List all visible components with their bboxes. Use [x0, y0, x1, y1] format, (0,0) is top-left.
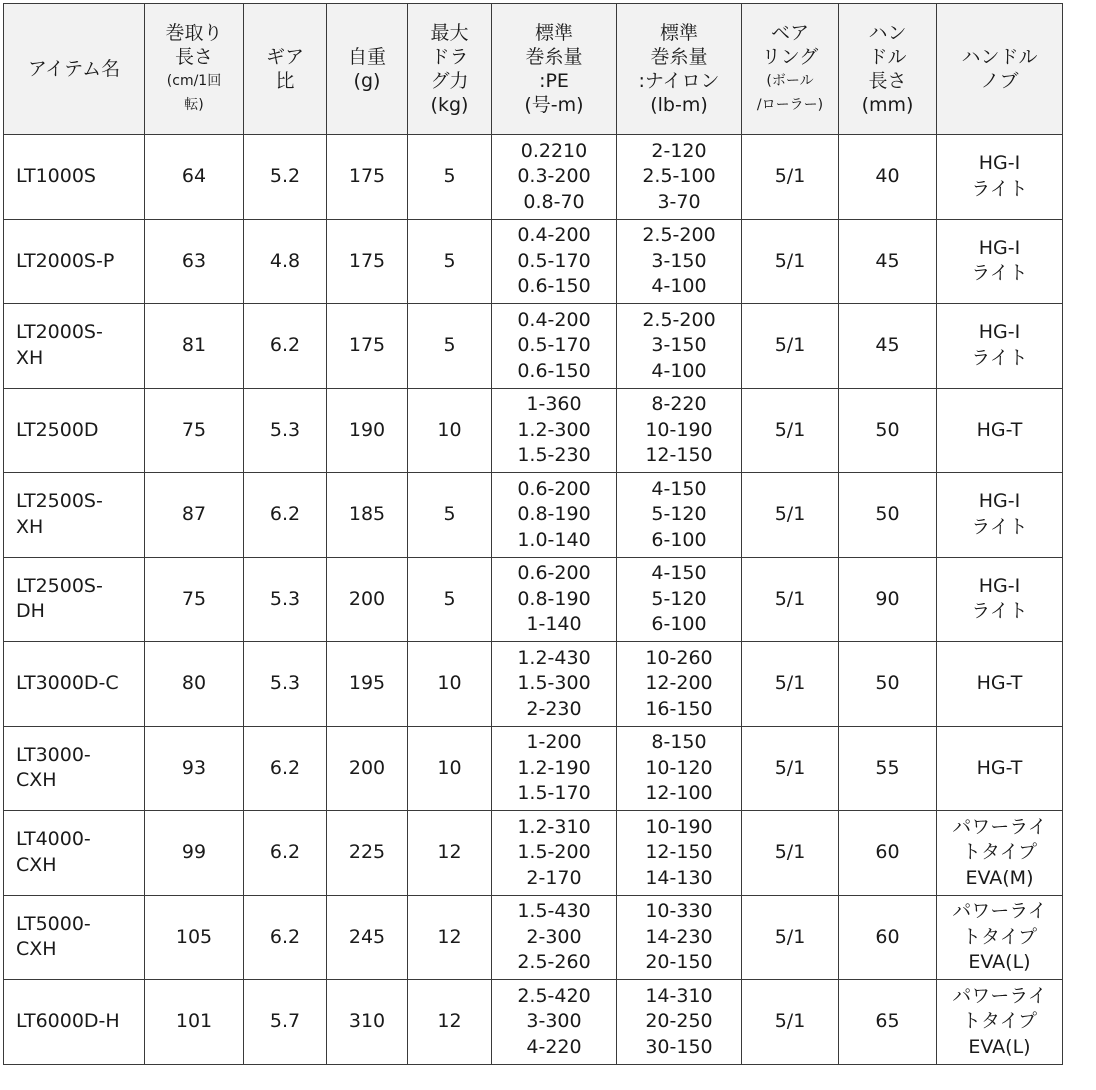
header-line-capacity-pe: 標準 巻糸量 :PE (号-m) — [492, 4, 617, 135]
cell-item-name — [4, 642, 145, 727]
cell-handle-knob — [937, 726, 1063, 811]
cell-line: 0.6-150 — [517, 275, 591, 297]
cell-line: 1.2-300 — [517, 418, 591, 441]
cell-handle-knob — [937, 388, 1063, 473]
table-row — [4, 473, 1063, 558]
cell-line: 5-120 — [651, 587, 707, 610]
cell-gear-ratio: 5.2 — [244, 135, 327, 220]
cell-line: 14-230 — [645, 925, 713, 948]
cell-weight: 175 — [327, 135, 408, 220]
cell-line: 3-300 — [526, 1010, 582, 1032]
cell-line: HG-T — [976, 756, 1023, 779]
cell-line: 0.2210 — [520, 139, 588, 162]
header-max-drag: 最大 ドラ グ力 (kg) — [408, 4, 492, 135]
cell-line: HG-I — [978, 321, 1021, 344]
header-handle-length: ハン ドル 長さ (mm) — [839, 4, 937, 135]
cell-line: 1.5-430 — [517, 900, 591, 922]
cell-max-drag: 10 — [408, 726, 492, 811]
cell-item-name — [4, 388, 145, 473]
cell-line: 3-150 — [651, 249, 707, 272]
header-item-name: アイテム名 — [4, 4, 145, 135]
cell-line: 14-130 — [645, 866, 713, 889]
cell-line: 1.2-430 — [517, 646, 591, 669]
cell-line: 2-300 — [526, 925, 582, 948]
cell-line: 2.5-260 — [517, 951, 591, 973]
cell-line: 30-150 — [645, 1035, 713, 1058]
cell-item-name — [4, 304, 145, 389]
header-bearings: ベア リング (ボール /ローラー) — [742, 4, 839, 135]
cell-line: 0.4-200 — [517, 224, 591, 246]
cell-line: 10-330 — [645, 900, 713, 922]
cell-line: 10-120 — [645, 756, 713, 779]
cell-handle-knob — [937, 811, 1063, 896]
cell-retrieve-length: 87 — [145, 473, 244, 558]
cell-line: DH — [16, 600, 45, 623]
cell-line: HG-T — [976, 672, 1023, 694]
cell-line: パワーライ — [952, 815, 1047, 838]
cell-item-name — [4, 980, 145, 1065]
cell-line: HG-I — [978, 574, 1021, 597]
cell-gear-ratio: 6.2 — [244, 811, 327, 896]
cell-line: 2-120 — [651, 139, 707, 162]
cell-line: 2.5-200 — [642, 308, 716, 331]
cell-line: 4-220 — [526, 1035, 582, 1058]
cell-bearings: 5/1 — [742, 895, 839, 980]
cell-line: 5-120 — [651, 503, 707, 525]
cell-item-name — [4, 473, 145, 558]
cell-gear-ratio: 6.2 — [244, 473, 327, 558]
cell-retrieve-length: 64 — [145, 135, 244, 220]
cell-line: 12-150 — [645, 841, 713, 863]
table-row — [4, 642, 1063, 727]
cell-line: トタイプ — [961, 925, 1038, 948]
cell-line: LT6000D-H — [16, 1010, 120, 1032]
cell-line-capacity-nylon — [617, 557, 742, 642]
cell-line: CXH — [16, 769, 57, 792]
cell-max-drag: 12 — [408, 811, 492, 896]
cell-gear-ratio: 6.2 — [244, 304, 327, 389]
cell-line: 10-190 — [645, 815, 713, 838]
cell-line: 4-100 — [651, 359, 707, 382]
cell-handle-knob — [937, 304, 1063, 389]
cell-bearings: 5/1 — [742, 388, 839, 473]
cell-line-capacity-pe — [492, 642, 617, 727]
cell-line: 1.5-230 — [517, 444, 591, 466]
cell-handle-length: 90 — [839, 557, 937, 642]
cell-max-drag: 10 — [408, 388, 492, 473]
cell-line: パワーライ — [952, 984, 1047, 1007]
cell-handle-length: 65 — [839, 980, 937, 1065]
cell-line-capacity-nylon — [617, 980, 742, 1065]
table-row — [4, 980, 1063, 1065]
cell-line: LT2500D — [16, 418, 99, 441]
cell-handle-length: 45 — [839, 219, 937, 304]
cell-line: 1-140 — [526, 613, 582, 635]
cell-line: EVA(L) — [968, 951, 1031, 973]
cell-weight: 245 — [327, 895, 408, 980]
cell-line: トタイプ — [961, 1010, 1038, 1032]
cell-line: 0.3-200 — [517, 165, 591, 187]
cell-line: 0.5-170 — [517, 334, 591, 356]
cell-weight: 225 — [327, 811, 408, 896]
cell-line: 0.8-70 — [523, 190, 585, 213]
cell-handle-knob — [937, 980, 1063, 1065]
cell-weight: 185 — [327, 473, 408, 558]
cell-line: EVA(L) — [968, 1035, 1031, 1058]
cell-line-capacity-pe — [492, 135, 617, 220]
cell-line: LT2500S- — [16, 490, 103, 513]
cell-weight: 200 — [327, 557, 408, 642]
cell-line: 12-200 — [645, 672, 713, 694]
cell-handle-length: 45 — [839, 304, 937, 389]
cell-bearings: 5/1 — [742, 557, 839, 642]
cell-bearings: 5/1 — [742, 980, 839, 1065]
cell-line: 2.5-200 — [642, 224, 716, 246]
cell-line: CXH — [16, 853, 57, 876]
cell-line: ライト — [971, 515, 1028, 538]
cell-item-name — [4, 726, 145, 811]
cell-line: 2-230 — [526, 697, 582, 720]
cell-bearings: 5/1 — [742, 811, 839, 896]
cell-line: 3-150 — [651, 334, 707, 356]
cell-line: 0.5-170 — [517, 249, 591, 272]
cell-line: LT5000- — [16, 912, 91, 935]
cell-line: 10-260 — [645, 646, 713, 669]
cell-line: HG-I — [978, 490, 1021, 513]
cell-item-name — [4, 557, 145, 642]
cell-line-capacity-nylon — [617, 219, 742, 304]
table-row — [4, 388, 1063, 473]
cell-line: LT3000- — [16, 743, 91, 766]
cell-max-drag: 5 — [408, 135, 492, 220]
cell-item-name — [4, 219, 145, 304]
cell-max-drag: 5 — [408, 219, 492, 304]
cell-line: EVA(M) — [965, 866, 1034, 889]
cell-weight: 175 — [327, 304, 408, 389]
cell-line-capacity-nylon — [617, 642, 742, 727]
cell-line: LT1000S — [16, 165, 96, 187]
cell-line-capacity-pe — [492, 473, 617, 558]
cell-item-name — [4, 811, 145, 896]
cell-line: 4-150 — [651, 562, 707, 584]
table-row — [4, 895, 1063, 980]
spec-table — [3, 3, 1063, 1065]
cell-line-capacity-nylon — [617, 304, 742, 389]
cell-line: 4-100 — [651, 275, 707, 297]
cell-bearings: 5/1 — [742, 726, 839, 811]
cell-line-capacity-pe — [492, 219, 617, 304]
cell-line: 1.2-310 — [517, 815, 591, 838]
cell-retrieve-length: 101 — [145, 980, 244, 1065]
cell-line: 1.5-200 — [517, 841, 591, 863]
cell-line: HG-I — [978, 236, 1021, 259]
cell-max-drag: 10 — [408, 642, 492, 727]
cell-line: 1-360 — [526, 393, 582, 415]
cell-line: 0.6-200 — [517, 562, 591, 584]
cell-gear-ratio: 5.7 — [244, 980, 327, 1065]
cell-line: XH — [16, 346, 44, 369]
cell-gear-ratio: 5.3 — [244, 557, 327, 642]
table-body — [4, 135, 1063, 1065]
cell-line-capacity-pe — [492, 304, 617, 389]
cell-weight: 310 — [327, 980, 408, 1065]
cell-line: パワーライ — [952, 900, 1047, 922]
cell-handle-length: 50 — [839, 642, 937, 727]
cell-weight: 175 — [327, 219, 408, 304]
cell-handle-length: 55 — [839, 726, 937, 811]
cell-bearings: 5/1 — [742, 473, 839, 558]
cell-handle-length: 60 — [839, 811, 937, 896]
table-row — [4, 557, 1063, 642]
cell-line: 2.5-100 — [642, 165, 716, 187]
cell-bearings: 5/1 — [742, 135, 839, 220]
cell-handle-knob — [937, 473, 1063, 558]
table-row — [4, 135, 1063, 220]
cell-line: 6-100 — [651, 613, 707, 635]
cell-item-name — [4, 895, 145, 980]
cell-bearings: 5/1 — [742, 304, 839, 389]
cell-line: LT4000- — [16, 828, 91, 851]
cell-handle-knob — [937, 135, 1063, 220]
cell-line: トタイプ — [961, 841, 1038, 863]
cell-line-capacity-nylon — [617, 895, 742, 980]
cell-line: 12-100 — [645, 782, 713, 804]
cell-line: XH — [16, 515, 44, 538]
table-row — [4, 304, 1063, 389]
cell-handle-knob — [937, 642, 1063, 727]
cell-max-drag: 5 — [408, 304, 492, 389]
cell-bearings: 5/1 — [742, 642, 839, 727]
header-handle-knob: ハンドル ノブ — [937, 4, 1063, 135]
cell-line: ライト — [971, 262, 1028, 285]
cell-retrieve-length: 75 — [145, 557, 244, 642]
cell-gear-ratio: 6.2 — [244, 726, 327, 811]
cell-retrieve-length: 81 — [145, 304, 244, 389]
cell-max-drag: 12 — [408, 980, 492, 1065]
cell-line: LT2500S- — [16, 574, 103, 597]
header-gear-ratio: ギア 比 — [244, 4, 327, 135]
cell-handle-knob — [937, 895, 1063, 980]
cell-line: ライト — [971, 600, 1028, 623]
cell-line: LT2000S- — [16, 321, 103, 344]
cell-handle-length: 60 — [839, 895, 937, 980]
cell-line: 1.2-190 — [517, 756, 591, 779]
header-retrieve-length: 巻取り 長さ (cm/1回 転) — [145, 4, 244, 135]
cell-line: 16-150 — [645, 697, 713, 720]
cell-line: 0.8-190 — [517, 503, 591, 525]
cell-line: 1.5-300 — [517, 672, 591, 694]
cell-retrieve-length: 105 — [145, 895, 244, 980]
cell-line: ライト — [971, 346, 1028, 369]
cell-line: 0.8-190 — [517, 587, 591, 610]
cell-line: 12-150 — [645, 444, 713, 466]
cell-line-capacity-pe — [492, 726, 617, 811]
cell-line: 0.4-200 — [517, 308, 591, 331]
cell-line: 14-310 — [645, 984, 713, 1007]
cell-handle-knob — [937, 557, 1063, 642]
cell-line-capacity-pe — [492, 557, 617, 642]
header-weight: 自重 (g) — [327, 4, 408, 135]
cell-line-capacity-nylon — [617, 811, 742, 896]
cell-line: HG-T — [976, 418, 1023, 441]
cell-line: 10-190 — [645, 418, 713, 441]
cell-line: 20-150 — [645, 951, 713, 973]
cell-line: 8-150 — [651, 731, 707, 753]
cell-line: 8-220 — [651, 393, 707, 415]
cell-line: HG-I — [978, 152, 1021, 175]
table-row — [4, 811, 1063, 896]
cell-max-drag: 12 — [408, 895, 492, 980]
cell-retrieve-length: 80 — [145, 642, 244, 727]
cell-item-name — [4, 135, 145, 220]
cell-line-capacity-nylon — [617, 473, 742, 558]
cell-retrieve-length: 99 — [145, 811, 244, 896]
table-row — [4, 726, 1063, 811]
cell-line: ライト — [971, 177, 1028, 200]
cell-line-capacity-nylon — [617, 726, 742, 811]
cell-max-drag: 5 — [408, 473, 492, 558]
cell-line: 1-200 — [526, 731, 582, 753]
cell-bearings: 5/1 — [742, 219, 839, 304]
cell-line: LT3000D-C — [16, 672, 119, 694]
cell-weight: 190 — [327, 388, 408, 473]
cell-line-capacity-nylon — [617, 135, 742, 220]
cell-line: 6-100 — [651, 528, 707, 551]
cell-line-capacity-pe — [492, 388, 617, 473]
cell-line: 2.5-420 — [517, 984, 591, 1007]
cell-gear-ratio: 6.2 — [244, 895, 327, 980]
cell-line: 2-170 — [526, 866, 582, 889]
cell-line: LT2000S-P — [16, 249, 115, 272]
cell-line: 0.6-150 — [517, 359, 591, 382]
cell-line: 1.5-170 — [517, 782, 591, 804]
table-row — [4, 219, 1063, 304]
cell-line: 20-250 — [645, 1010, 713, 1032]
cell-line: CXH — [16, 938, 57, 961]
header-line-capacity-nylon: 標準 巻糸量 :ナイロン (lb-m) — [617, 4, 742, 135]
cell-gear-ratio: 5.3 — [244, 388, 327, 473]
cell-line: 3-70 — [657, 190, 701, 213]
cell-retrieve-length: 93 — [145, 726, 244, 811]
cell-line: 0.6-200 — [517, 477, 591, 500]
cell-line: 4-150 — [651, 477, 707, 500]
cell-retrieve-length: 63 — [145, 219, 244, 304]
cell-line-capacity-pe — [492, 811, 617, 896]
cell-retrieve-length: 75 — [145, 388, 244, 473]
cell-max-drag: 5 — [408, 557, 492, 642]
cell-handle-knob — [937, 219, 1063, 304]
cell-line-capacity-nylon — [617, 388, 742, 473]
cell-handle-length: 50 — [839, 388, 937, 473]
cell-line-capacity-pe — [492, 895, 617, 980]
cell-weight: 200 — [327, 726, 408, 811]
cell-handle-length: 50 — [839, 473, 937, 558]
cell-line: 1.0-140 — [517, 528, 591, 551]
cell-weight: 195 — [327, 642, 408, 727]
cell-handle-length: 40 — [839, 135, 937, 220]
header-row — [4, 4, 1063, 135]
cell-gear-ratio: 4.8 — [244, 219, 327, 304]
cell-line-capacity-pe — [492, 980, 617, 1065]
cell-gear-ratio: 5.3 — [244, 642, 327, 727]
